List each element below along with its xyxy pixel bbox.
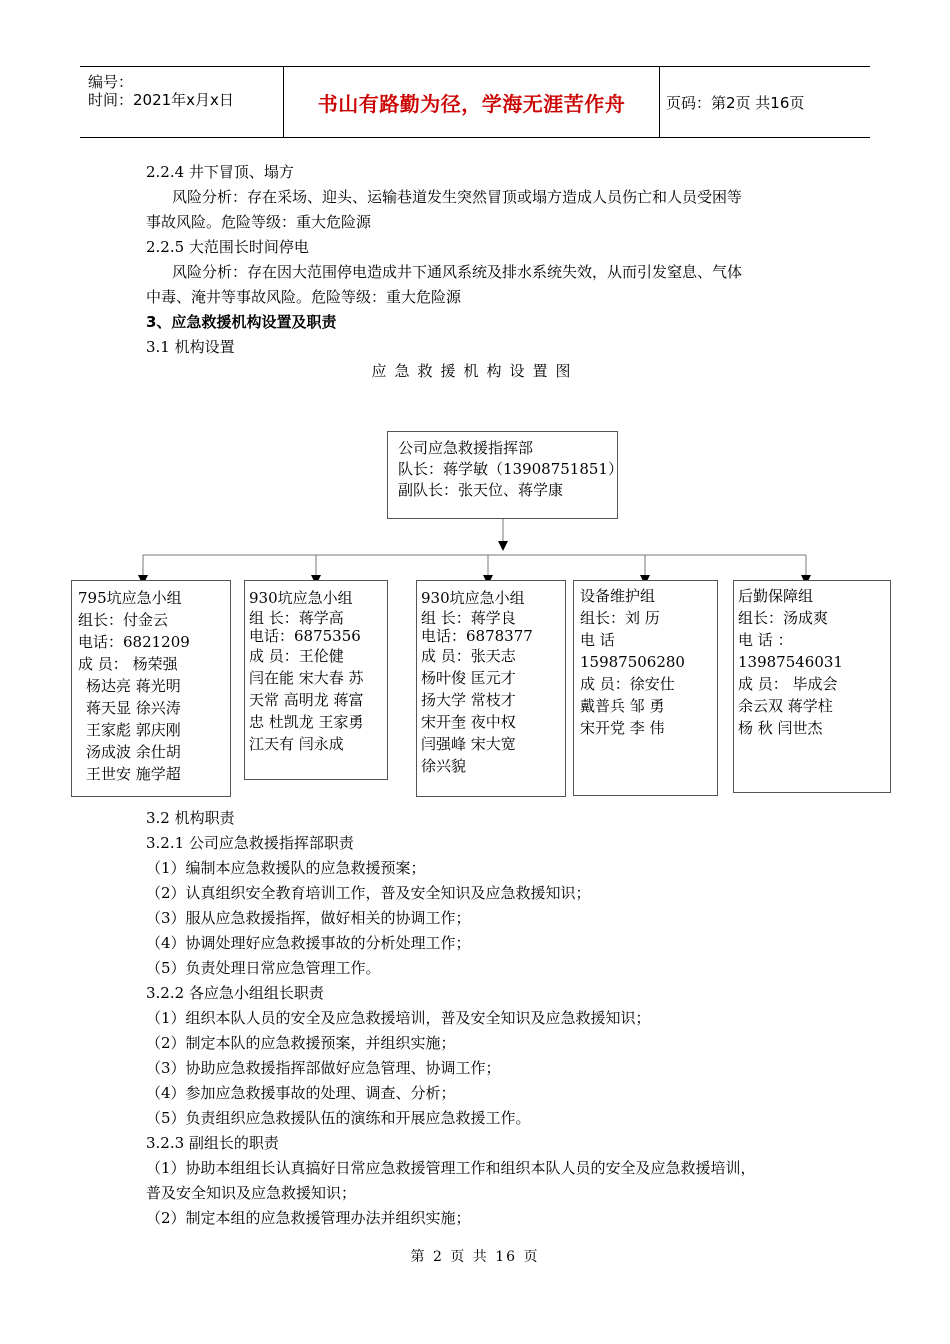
- section-title: 3.2.2 各应急小组组长职责: [146, 984, 324, 1002]
- org-box-group-930a: [244, 580, 388, 780]
- hq-leader: 队长：蒋学敏（13908751851）: [398, 460, 623, 478]
- member: 杨达亮: [86, 677, 132, 695]
- paragraph: 事故风险。危险等级：重大危险源: [146, 213, 372, 231]
- section-title: 2.2.5 大范围长时间停电: [146, 238, 309, 256]
- section-title: 3.2 机构职责: [146, 809, 235, 827]
- phone-label: 话: [599, 631, 615, 649]
- section-title: 3.1 机构设置: [146, 338, 235, 356]
- section-heading: 3、应急救援机构设置及职责: [146, 313, 337, 331]
- member: 扬大学: [421, 691, 467, 709]
- group-members: 成 员：徐安仕: [580, 675, 675, 693]
- member: 王家彪: [86, 721, 132, 739]
- list-item: （5）负责组织应急救援队伍的演练和开展应急救援工作。: [146, 1109, 531, 1127]
- org-box-group-795: [71, 580, 231, 797]
- list-item: （4）协调处理好应急救援事故的分析处理工作；: [146, 934, 471, 952]
- list-item: （4）参加应急救援事故的处理、调查、分析；: [146, 1084, 456, 1102]
- group-phone: 电话：6878377: [421, 627, 533, 645]
- member: 郭庆刚: [135, 721, 181, 739]
- list-item: （5）负责处理日常应急管理工作。: [146, 959, 381, 977]
- member: 宋开奎: [421, 713, 467, 731]
- group-members: 戴普兵 邹 勇: [580, 697, 665, 715]
- group-leader: 组长：刘 历: [580, 609, 660, 627]
- time-label: 时间：2021年x月x日: [88, 91, 234, 109]
- group-phone: 电话：6821209: [78, 633, 190, 651]
- list-item: （2）制定本队的应急救援预案，并组织实施；: [146, 1034, 456, 1052]
- org-box-group-930b: [416, 580, 566, 797]
- group-members: 余云双 蒋学柱: [738, 697, 833, 715]
- paragraph: 风险分析：存在因大范围停电造成井下通风系统及排水系统失效，从而引发窒息、气体: [172, 263, 743, 281]
- list-item: （2）认真组织安全教育培训工作，普及安全知识及应急救援知识；: [146, 884, 591, 902]
- list-item: （3）协助应急救援指挥部做好应急管理、协调工作；: [146, 1059, 501, 1077]
- group-members: 忠 杜凯龙 王家勇: [249, 713, 364, 731]
- group-phone: 13987546031: [738, 653, 843, 671]
- member: 徐兴涛: [135, 699, 181, 717]
- paragraph: 中毒、淹井等事故风险。危险等级：重大危险源: [146, 288, 462, 306]
- member: 汤成波: [86, 743, 132, 761]
- section-title: 3.2.3 副组长的职责: [146, 1134, 279, 1152]
- member: 蒋天显: [86, 699, 132, 717]
- group-members: 闫在能 宋大春 苏: [249, 669, 364, 687]
- org-box-logistics: [733, 580, 891, 793]
- members-label: 成 员：: [78, 655, 128, 673]
- phone-label: 电: [580, 631, 596, 649]
- number-label: 编号：: [88, 73, 134, 91]
- list-item: 普及安全知识及应急救援知识；: [146, 1184, 357, 1202]
- group-members: 成 员：王伦健: [249, 647, 344, 665]
- group-leader: 组长：汤成爽: [738, 609, 829, 627]
- group-name: 后勤保障组: [738, 587, 814, 605]
- section-title: 2.2.4 井下冒顶、塌方: [146, 163, 294, 181]
- member: 夜中权: [470, 713, 516, 731]
- group-leader: 组 长：蒋学良: [421, 609, 516, 627]
- motto: 书山有路勤为径，学海无涯苦作舟: [317, 91, 626, 116]
- member: 施学超: [135, 765, 181, 783]
- group-leader: 组长：付金云: [78, 611, 169, 629]
- group-phone: 15987506280: [580, 653, 685, 671]
- hq-name: 公司应急救援指挥部: [398, 439, 534, 457]
- arrow-down-icon: [498, 541, 508, 551]
- phone-label: 电: [738, 631, 754, 649]
- member: 王世安: [86, 765, 132, 783]
- member: 余仕胡: [135, 743, 181, 761]
- org-box-headquarters: [387, 431, 623, 519]
- list-item: （1）协助本组组长认真搞好日常应急救援管理工作和组织本队人员的安全及应急救援培训，: [146, 1159, 756, 1177]
- group-name: 930坑应急小组: [421, 589, 525, 607]
- member: 徐兴貌: [421, 757, 467, 775]
- list-item: （1）组织本队人员的安全及应急救援培训，普及安全知识及应急救援知识；: [146, 1009, 651, 1027]
- phone-label: ：: [777, 631, 793, 649]
- page-footer: 第 2 页 共 16 页: [410, 1249, 540, 1265]
- group-members: 宋开党 李 伟: [580, 719, 665, 737]
- list-item: （3）服从应急救援指挥，做好相关的协调工作；: [146, 909, 471, 927]
- page-info: 页码：第2页 共16页: [666, 93, 805, 112]
- org-box-equipment: [573, 580, 718, 796]
- section-title: 3.2.1 公司应急救援指挥部职责: [146, 834, 354, 852]
- member: 蒋光明: [135, 677, 181, 695]
- group-name: 795坑应急小组: [78, 589, 182, 607]
- member: 杨叶俊: [421, 669, 467, 687]
- member: 杨荣强: [132, 655, 178, 673]
- member: 常枝才: [470, 691, 516, 709]
- group-members: 成 员：张天志: [421, 647, 516, 665]
- member: 宋大宽: [470, 735, 516, 753]
- list-item: （2）制定本组的应急救援管理办法并组织实施；: [146, 1209, 471, 1227]
- phone-label: 话: [757, 631, 773, 649]
- group-members: 杨 秋 闫世杰: [738, 719, 823, 737]
- org-chart-title: 应急救援机构设置图: [371, 362, 579, 380]
- group-members: 成 员： 毕成会: [738, 675, 838, 693]
- group-name: 930坑应急小组: [249, 589, 353, 607]
- group-members: 江天有 闫永成: [249, 735, 344, 753]
- group-leader: 组 长：蒋学高: [249, 609, 344, 627]
- member: 匡元才: [470, 669, 516, 687]
- hq-deputy: 副队长：张天位、蒋学康: [398, 481, 564, 499]
- group-phone: 电话：6875356: [249, 627, 361, 645]
- group-members: 天常 高明龙 蒋富: [249, 691, 364, 709]
- group-name: 设备维护组: [580, 587, 656, 605]
- member: 闫强峰: [421, 735, 467, 753]
- list-item: （1）编制本应急救援队的应急救援预案；: [146, 859, 426, 877]
- paragraph: 风险分析：存在采场、迎头、运输巷道发生突然冒顶或塌方造成人员伤亡和人员受困等: [172, 188, 743, 206]
